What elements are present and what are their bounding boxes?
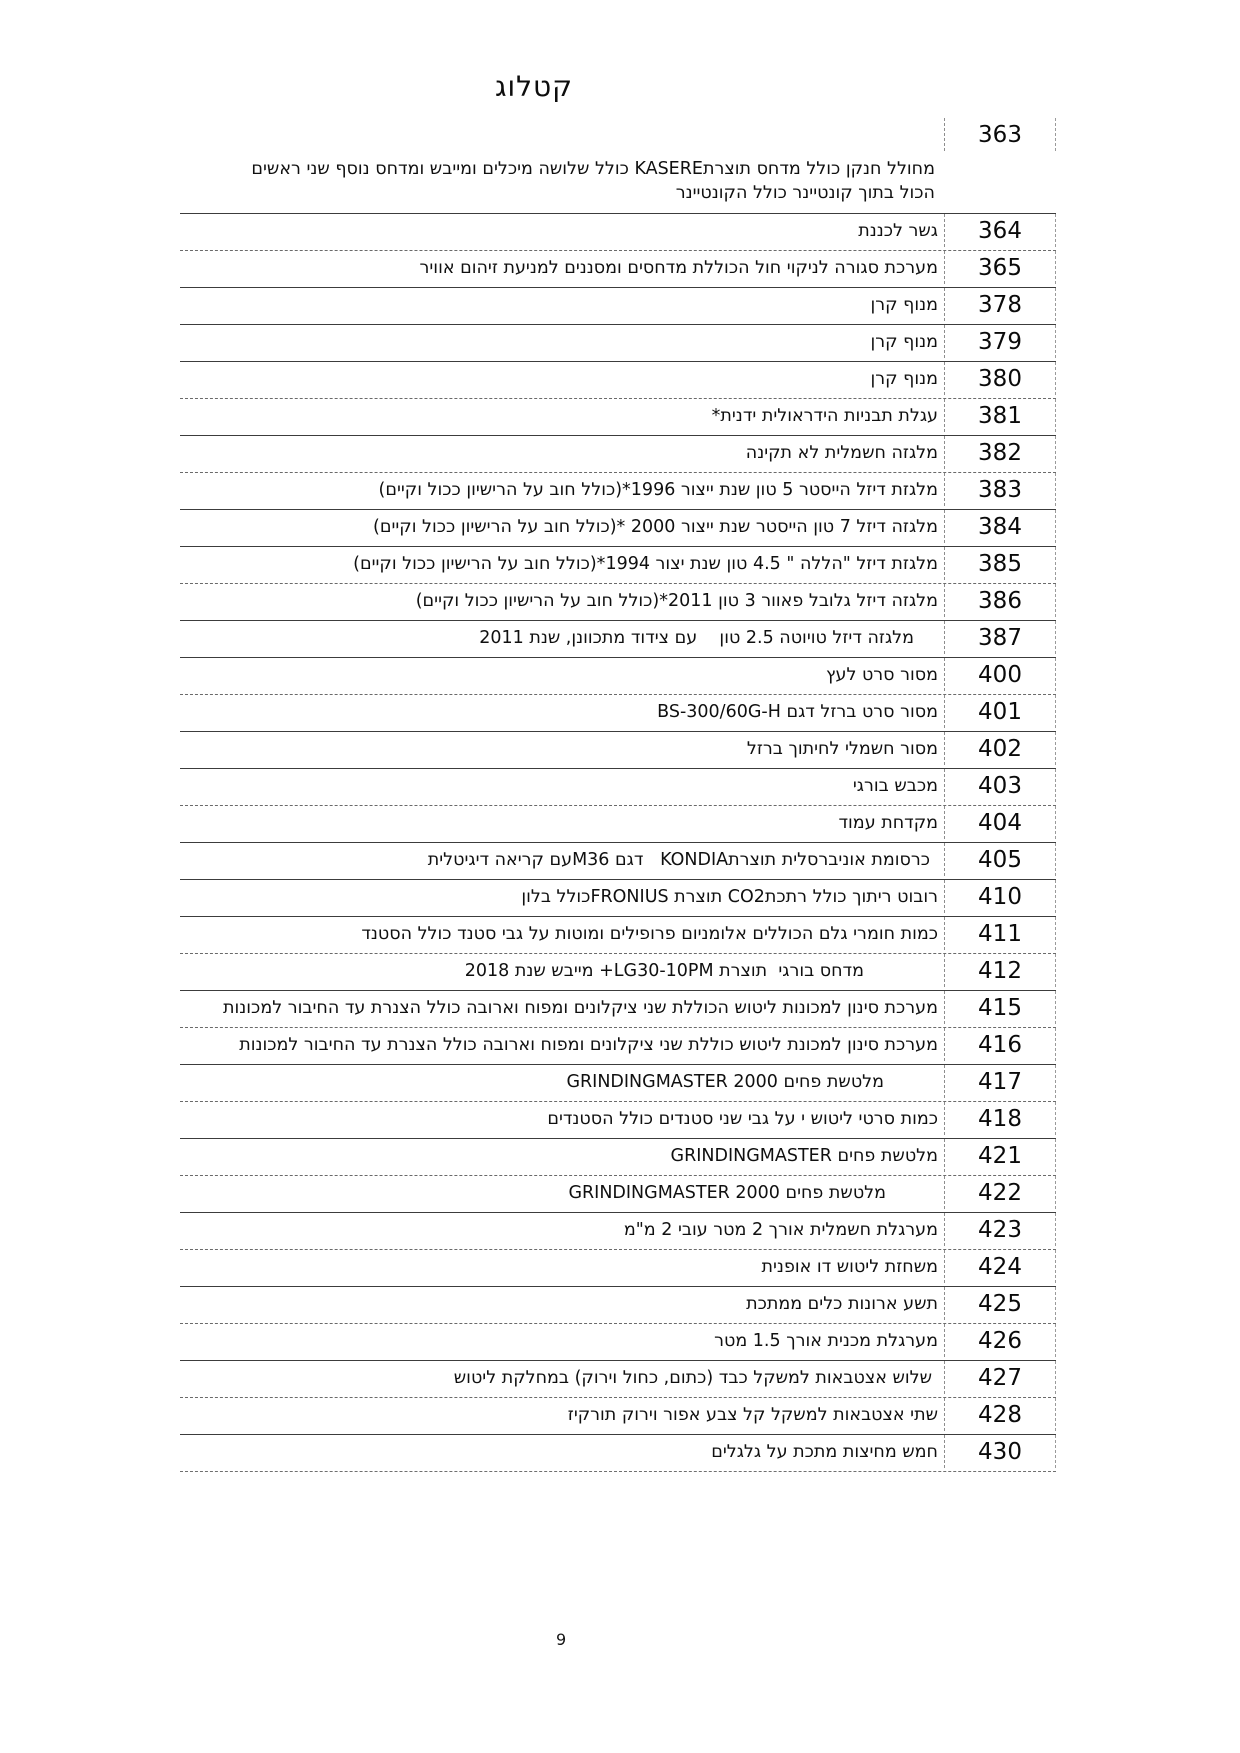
item-number: 383 xyxy=(944,473,1056,506)
item-number: 386 xyxy=(944,584,1056,617)
item-description: מסור סרט ברזל דגם BS-300/60G-H xyxy=(657,702,938,722)
item-number: 402 xyxy=(944,732,1056,765)
item-number: 379 xyxy=(944,325,1056,358)
table-row xyxy=(180,1323,1056,1360)
item-description: כמות סרטי ליטוש י על גבי שני סטנדים כולל הסטנדים xyxy=(547,1109,938,1129)
item-description: מערגלת חשמלית אורך 2 מטר עובי 2 מ"מ xyxy=(623,1220,938,1240)
item-description: מחולל חנקן כולל מדחס תוצרתKASERE כולל שלושה מיכלים ומייבש ומדחס נוסף שני ראשים הכול בתוך קונטיינר כולל הקונטיינר xyxy=(245,159,935,203)
item-number: 387 xyxy=(944,621,1056,654)
table-row xyxy=(180,990,1056,1027)
item-description: תשע ארונות כלים ממתכת xyxy=(746,1294,938,1314)
table-row xyxy=(180,879,1056,916)
table-row xyxy=(180,1212,1056,1249)
table-row xyxy=(180,1397,1056,1434)
item-number: 416 xyxy=(944,1028,1056,1061)
item-number: 415 xyxy=(944,991,1056,1024)
item-number: 364 xyxy=(944,214,1056,247)
item-number: 405 xyxy=(944,843,1056,876)
item-number: 380 xyxy=(944,362,1056,395)
table-row xyxy=(180,1175,1056,1212)
item-description: כמות חומרי גלם הכוללים אלומניום פרופילים ומוטות על גבי סטנד כולל הסטנד xyxy=(361,924,938,944)
item-number: 400 xyxy=(944,658,1056,691)
item-number: 410 xyxy=(944,880,1056,913)
item-description: מלגזה חשמלית לא תקינה xyxy=(745,443,938,463)
table-row xyxy=(180,842,1056,879)
table-row xyxy=(180,1360,1056,1397)
item-number: 411 xyxy=(944,917,1056,950)
item-description: מלגזת דיזל "הללה " 4.5 טון שנת יצור 1994*(כולל חוב על הרישיון ככול וקיים) xyxy=(353,554,938,574)
item-description: מנוף קרן xyxy=(870,295,938,315)
item-description: כרסומת אוניברסלית תוצרתKONDIA דגם M36עם קריאה דיגיטלית xyxy=(427,850,930,870)
item-number: 404 xyxy=(944,806,1056,839)
item-number: 430 xyxy=(944,1435,1056,1468)
table-row xyxy=(180,324,1056,361)
table-row xyxy=(180,916,1056,953)
item-description: חמש מחיצות מתכת על גלגלים xyxy=(711,1442,938,1462)
item-number: 382 xyxy=(944,436,1056,469)
table-row xyxy=(180,472,1056,509)
item-number: 378 xyxy=(944,288,1056,321)
item-description: מלטשת פחים GRINDINGMASTER xyxy=(670,1146,938,1166)
item-number: 363 xyxy=(944,118,1056,151)
item-number: 424 xyxy=(944,1250,1056,1283)
item-number: 365 xyxy=(944,251,1056,284)
table-row xyxy=(180,1101,1056,1138)
item-number: 412 xyxy=(944,954,1056,987)
table-row xyxy=(180,805,1056,842)
table-row xyxy=(180,620,1056,657)
item-description: מלטשת פחים GRINDINGMASTER 2000 xyxy=(566,1072,884,1092)
table-row xyxy=(180,1138,1056,1175)
table-row xyxy=(180,1286,1056,1323)
page-title: קטלוג xyxy=(494,70,574,103)
item-number: 425 xyxy=(944,1287,1056,1320)
item-number: 417 xyxy=(944,1065,1056,1098)
item-description: עגלת תבניות הידראולית ידנית* xyxy=(711,406,938,426)
table-row xyxy=(180,731,1056,768)
item-description: גשר לכננת xyxy=(858,221,938,241)
page-number: 9 xyxy=(556,1630,567,1649)
table-row xyxy=(180,1064,1056,1101)
item-description: מערגלת מכנית אורך 1.5 מטר xyxy=(714,1331,938,1351)
item-number: 423 xyxy=(944,1213,1056,1246)
item-number: 401 xyxy=(944,695,1056,728)
item-number: 381 xyxy=(944,399,1056,432)
table-row xyxy=(180,250,1056,287)
table-row xyxy=(180,213,1056,250)
item-number: 421 xyxy=(944,1139,1056,1172)
item-description: מערכת סינון למכונות ליטוש הכוללת שני ציקלונים ומפוח וארובה כולל הצנרת עד החיבור למכונות xyxy=(223,998,938,1018)
catalog-table xyxy=(180,118,1056,1472)
item-number: 427 xyxy=(944,1361,1056,1394)
item-description: מנוף קרן xyxy=(870,332,938,352)
item-description: מכבש בורגי xyxy=(852,776,938,796)
table-row xyxy=(180,287,1056,324)
item-number: 418 xyxy=(944,1102,1056,1135)
table-row xyxy=(180,953,1056,990)
item-description: משחזת ליטוש דו אופנית xyxy=(761,1257,938,1277)
table-row xyxy=(180,398,1056,435)
table-row xyxy=(180,583,1056,620)
item-description: מלגזה דיזל גלובל פאוור 3 טון 2011*(כולל חוב על הרישיון ככול וקיים) xyxy=(415,591,938,611)
item-description: מלטשת פחים GRINDINGMASTER 2000 xyxy=(568,1183,886,1203)
item-description: מערכת סינון למכונת ליטוש כוללת שני ציקלונים ומפוח וארובה כולל הצנרת עד החיבור למכונות xyxy=(239,1035,938,1055)
table-row xyxy=(180,361,1056,398)
table-row xyxy=(180,546,1056,583)
item-description: שלוש אצטבאות למשקל כבד (כתום, כחול וירוק) במחלקת ליטוש xyxy=(453,1368,932,1388)
item-description: מסור חשמלי לחיתוך ברזל xyxy=(746,739,938,759)
item-description: מלגזה דיזל טויוטה 2.5 טון עם צידוד מתכוונן, שנת 2011 xyxy=(479,628,914,648)
item-number: 428 xyxy=(944,1398,1056,1431)
item-description: מנוף קרן xyxy=(870,369,938,389)
item-description: מלגזה דיזל 7 טון הייסטר שנת ייצור 2000 *(כולל חוב על הרישיון ככול וקיים) xyxy=(373,517,938,537)
table-row xyxy=(180,1027,1056,1064)
item-description: מדחס בורגי תוצרת LG30-10PM+ מייבש שנת 2018 xyxy=(464,961,864,981)
table-row xyxy=(180,509,1056,546)
item-number: 422 xyxy=(944,1176,1056,1209)
item-description: מלגזת דיזל הייסטר 5 טון שנת ייצור 1996*(כולל חוב על הרישיון ככול וקיים) xyxy=(378,480,938,500)
table-row xyxy=(180,1434,1056,1471)
item-description: מסור סרט לעץ xyxy=(826,665,938,685)
item-description: מקדחת עמוד xyxy=(838,813,938,833)
item-number: 384 xyxy=(944,510,1056,543)
table-row xyxy=(180,657,1056,694)
item-description: שתי אצטבאות למשקל קל צבע אפור וירוק תורקיז xyxy=(567,1405,938,1425)
table-row xyxy=(180,768,1056,805)
table-row xyxy=(180,1249,1056,1286)
item-number: 426 xyxy=(944,1324,1056,1357)
table-row xyxy=(180,435,1056,472)
table-row xyxy=(180,694,1056,731)
item-description: מערכת סגורה לניקוי חול הכוללת מדחסים ומסננים למניעת זיהום אוויר xyxy=(419,258,938,278)
table-row xyxy=(180,118,1056,213)
item-number: 403 xyxy=(944,769,1056,802)
item-description: רובוט ריתוך כולל רתכתCO2 תוצרת FRONIUSכולל בלון xyxy=(521,887,938,907)
item-number: 385 xyxy=(944,547,1056,580)
